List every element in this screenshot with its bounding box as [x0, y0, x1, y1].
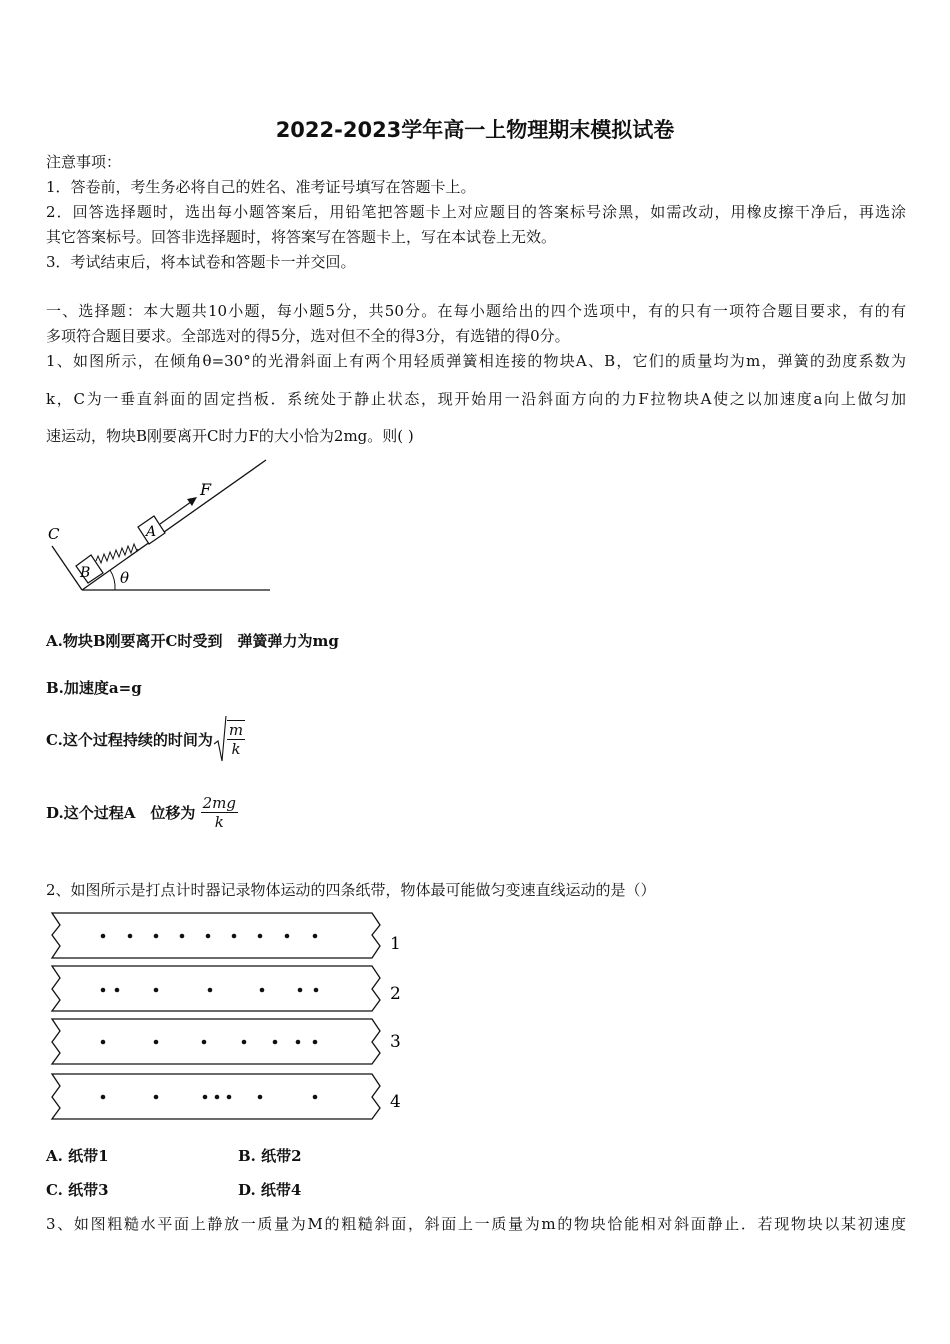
- label-theta: θ: [120, 569, 130, 587]
- tape-1-label: 1: [390, 934, 401, 954]
- tape-2: [52, 966, 401, 1011]
- q1-incline-figure: [40, 455, 280, 600]
- section-heading-line2: 多项符合题目要求。全部选对的得5分，选对但不全的得3分，有选错的得0分。: [46, 327, 570, 345]
- q1-option-a: A.物块B刚要离开C时受到 弹簧弹力为mg: [46, 632, 339, 650]
- tape-4-label: 4: [390, 1092, 401, 1112]
- q1-option-c-numerator: m: [228, 721, 244, 739]
- sqrt-sign-icon: [213, 714, 227, 764]
- tape-3: [52, 1019, 401, 1064]
- q2-option-b: B. 纸带2: [238, 1147, 302, 1165]
- q1-stem-line1: 1、如图所示，在倾角θ=30°的光滑斜面上有两个用轻质弹簧相连接的物块A、B，它们的质量均为m，弹簧的劲度系数为: [46, 352, 906, 370]
- tape-2-label: 2: [390, 984, 401, 1004]
- page-title: 2022-2023学年高一上物理期末模拟试卷: [275, 118, 675, 142]
- notice-item-2b: 其它答案标号。回答非选择题时，将答案写在答题卡上，写在本试卷上无效。: [46, 228, 557, 246]
- q2-stem: 2、如图所示是打点计时器记录物体运动的四条纸带，物体最可能做匀变速直线运动的是（）: [46, 881, 656, 899]
- q1-option-d-numerator: 2mg: [202, 794, 236, 812]
- q3-stem-line1: 3、如图粗糙水平面上静放一质量为M的粗糙斜面，斜面上一质量为m的物块恰能相对斜面静止．若现物块以某初速度: [46, 1215, 906, 1233]
- q1-option-d-fraction: [201, 794, 238, 831]
- label-B: B: [80, 565, 91, 581]
- q1-option-d-denominator: k: [214, 813, 224, 831]
- q1-option-c-denominator: k: [231, 740, 241, 758]
- label-A: A: [146, 524, 157, 540]
- q2-tape-figure: [40, 905, 420, 1130]
- notice-item-1: 1．答卷前，考生务必将自己的姓名、准考证号填写在答题卡上。: [46, 178, 476, 196]
- q1-stem-line3: 速运动，物块B刚要离开C时力F的大小恰为2mg。则( ): [46, 427, 414, 445]
- q1-option-d: [46, 794, 238, 844]
- q1-option-c-text: C.这个过程持续的时间为: [46, 730, 213, 749]
- q1-stem-line2: k，C为一垂直斜面的固定挡板．系统处于静止状态，现开始用一沿斜面方向的力F拉物块A使之以加速度a向上做匀加: [46, 390, 906, 408]
- tape-4: [52, 1074, 401, 1119]
- q2-option-a: A. 纸带1: [46, 1147, 109, 1165]
- label-F: F: [200, 480, 212, 499]
- label-C: C: [48, 525, 60, 543]
- tape-3-label: 3: [390, 1032, 401, 1052]
- q1-option-c-fraction: [227, 720, 245, 758]
- section-heading-line1: 一、选择题：本大题共10小题，每小题5分，共50分。在每小题给出的四个选项中，有的只有一项符合题目要求，有的有: [46, 302, 906, 320]
- q1-option-b: B.加速度a=g: [46, 679, 142, 697]
- q2-option-d: D. 纸带4: [238, 1181, 302, 1199]
- notice-item-3: 3．考试结束后，将本试卷和答题卡一并交回。: [46, 253, 356, 271]
- q2-option-c: C. 纸带3: [46, 1181, 109, 1199]
- tape-1: [52, 913, 401, 958]
- q1-option-d-text: D.这个过程A 位移为: [46, 804, 196, 822]
- notice-heading: 注意事项：: [46, 153, 122, 171]
- notice-item-2a: 2．回答选择题时，选出每小题答案后，用铅笔把答题卡上对应题目的答案标号涂黑，如需改动，用橡皮擦干净后，再选涂: [46, 203, 906, 221]
- q1-option-c: [46, 714, 245, 764]
